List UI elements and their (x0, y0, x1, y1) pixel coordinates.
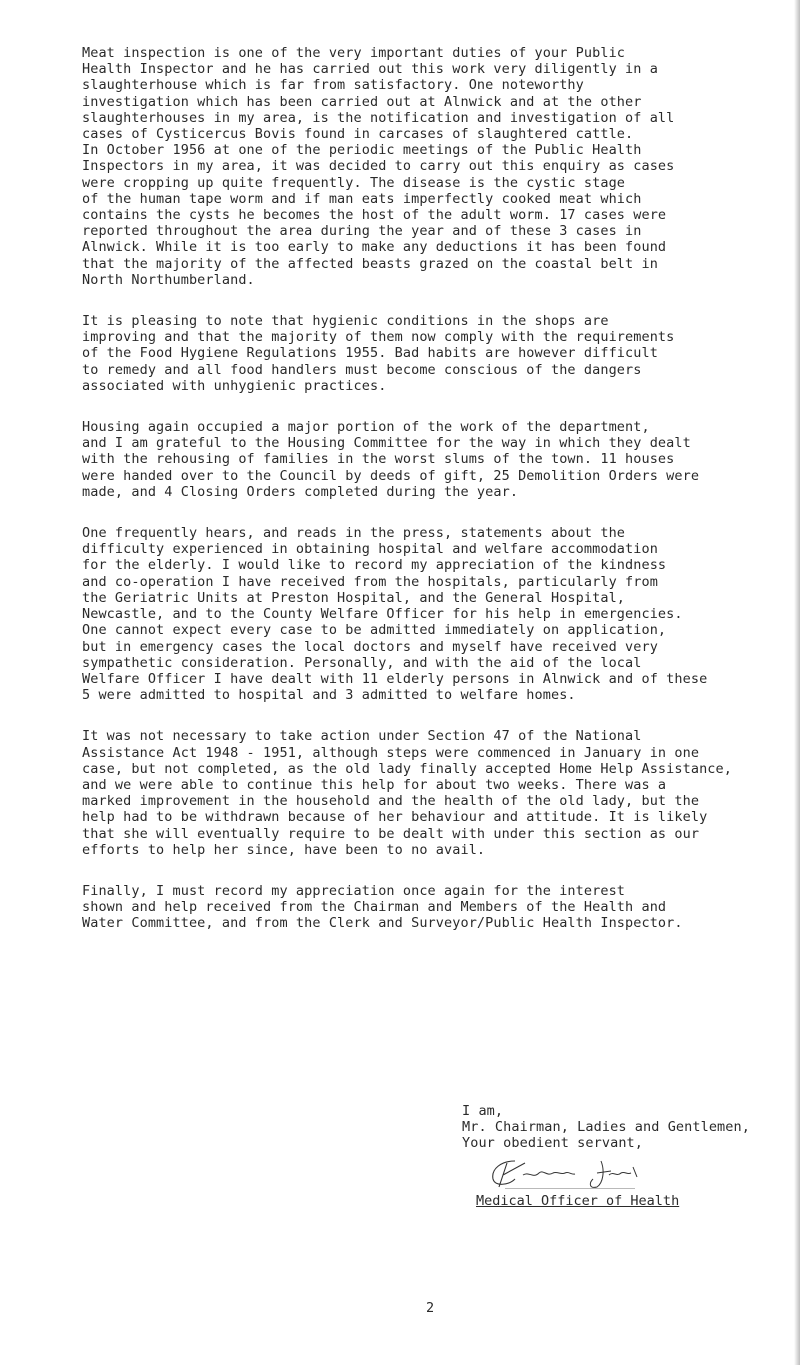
closing-line-salutation: Mr. Chairman, Ladies and Gentlemen, (462, 1119, 750, 1135)
paragraph-line: Housing again occupied a major portion of the work of the department, (82, 419, 650, 436)
paragraph-line: In October 1956 at one of the periodic meetings of the Public Health (82, 142, 642, 159)
closing-line-i-am: I am, (462, 1103, 504, 1119)
paragraph-line: of the human tape worm and if man eats imperfectly cooked meat which (82, 190, 642, 207)
paragraph-line: shown and help received from the Chairman and Members of the Health and (82, 899, 667, 916)
paragraph-line: cases of Cysticercus Bovis found in carcases of slaughtered cattle. (82, 126, 634, 143)
paragraph-line: Assistance Act 1948 - 1951, although steps were commenced in January in one (82, 744, 700, 761)
paragraph-line: but in emergency cases the local doctors and myself have received very (82, 638, 658, 655)
paragraph-line: sympathetic consideration. Personally, and with the aid of the local (82, 654, 642, 671)
paragraph-line: North Northumberland. (82, 271, 255, 288)
page-number: 2 (426, 1300, 435, 1316)
paragraph-line: and co-operation I have received from the hospitals, particularly from (82, 573, 658, 590)
paragraph-line: and we were able to continue this help for about two weeks. There was a (82, 776, 667, 793)
paragraph-line: Newcastle, and to the County Welfare Officer for his help in emergencies. (82, 606, 683, 623)
paragraph-line: improving and that the majority of them now comply with the requirements (82, 329, 675, 346)
paragraph-line: Finally, I must record my appreciation once again for the interest (82, 882, 626, 899)
paragraph-line: contains the cysts he becomes the host of the adult worm. 17 cases were (82, 207, 667, 224)
paragraph-line: Welfare Officer I have dealt with 11 elderly persons in Alnwick and of these (82, 670, 708, 687)
paragraph-line: that she will eventually require to be dealt with under this section as our (82, 825, 700, 842)
paragraph-line: Inspectors in my area, it was decided to carry out this enquiry as cases (82, 158, 675, 175)
paragraph-line: were cropping up quite frequently. The disease is the cystic stage (82, 174, 626, 191)
paragraph-line: Meat inspection is one of the very important duties of your Public (82, 45, 626, 61)
paragraph (82, 883, 772, 932)
paragraph-line: One cannot expect every case to be admitted immediately on application, (82, 622, 667, 639)
paragraph (82, 313, 772, 394)
paragraph-line: difficulty experienced in obtaining hospital and welfare accommodation (82, 541, 658, 558)
paragraph-line: 5 were admitted to hospital and 3 admitted to welfare homes. (82, 687, 576, 704)
paragraph (82, 728, 772, 858)
paragraph-line: case, but not completed, as the old lady finally accepted Home Help Assistance, (82, 760, 732, 777)
paragraph-line: marked improvement in the household and the health of the old lady, but the (82, 793, 700, 810)
paragraph (82, 525, 772, 703)
paragraph-line: investigation which has been carried out at Alnwick and at the other (82, 93, 642, 110)
report-body (82, 45, 772, 957)
paragraph (82, 45, 772, 288)
paragraph-line: made, and 4 Closing Orders completed during the year. (82, 483, 519, 500)
page-edge-shadow (794, 0, 800, 1365)
paragraph-line: Health Inspector and he has carried out this work very diligently in a (82, 61, 658, 78)
closing-line-servant: Your obedient servant, (462, 1135, 644, 1151)
signature-title: Medical Officer of Health (476, 1193, 680, 1209)
paragraph-line: Alnwick. While it is too early to make any deductions it has been found (82, 239, 667, 256)
handwritten-signature (485, 1153, 725, 1189)
paragraph-line: efforts to help her since, have been to no avail. (82, 841, 486, 858)
paragraph-line: It was not necessary to take action under Section 47 of the National (82, 728, 642, 745)
paragraph-line: Water Committee, and from the Clerk and Surveyor/Public Health Inspector. (82, 915, 683, 932)
paragraph-line: One frequently hears, and reads in the press, statements about the (82, 525, 626, 542)
paragraph-line: and I am grateful to the Housing Committee for the way in which they dealt (82, 435, 691, 452)
paragraph-line: reported throughout the area during the year and of these 3 cases in (82, 223, 642, 240)
paragraph-line: to remedy and all food handlers must become conscious of the dangers (82, 361, 642, 378)
paragraph-line: that the majority of the affected beasts grazed on the coastal belt in (82, 255, 658, 272)
paragraph-line: with the rehousing of families in the worst slums of the town. 11 houses (82, 451, 675, 468)
paragraph-line: for the elderly. I would like to record my appreciation of the kindness (82, 557, 667, 574)
paragraph-line: help had to be withdrawn because of her behaviour and attitude. It is likely (82, 809, 708, 826)
paragraph (82, 419, 772, 500)
closing-block (462, 1103, 782, 1151)
paragraph-line: slaughterhouse which is far from satisfactory. One noteworthy (82, 77, 584, 94)
paragraph-line: the Geriatric Units at Preston Hospital, and the General Hospital, (82, 589, 626, 606)
paragraph-line: were handed over to the Council by deeds of gift, 25 Demolition Orders were (82, 467, 700, 484)
paragraph-line: of the Food Hygiene Regulations 1955. Bad habits are however difficult (82, 345, 658, 362)
paragraph-line: slaughterhouses in my area, is the notification and investigation of all (82, 109, 675, 126)
paragraph-line: It is pleasing to note that hygienic conditions in the shops are (82, 313, 609, 330)
paragraph-line: associated with unhygienic practices. (82, 377, 387, 394)
